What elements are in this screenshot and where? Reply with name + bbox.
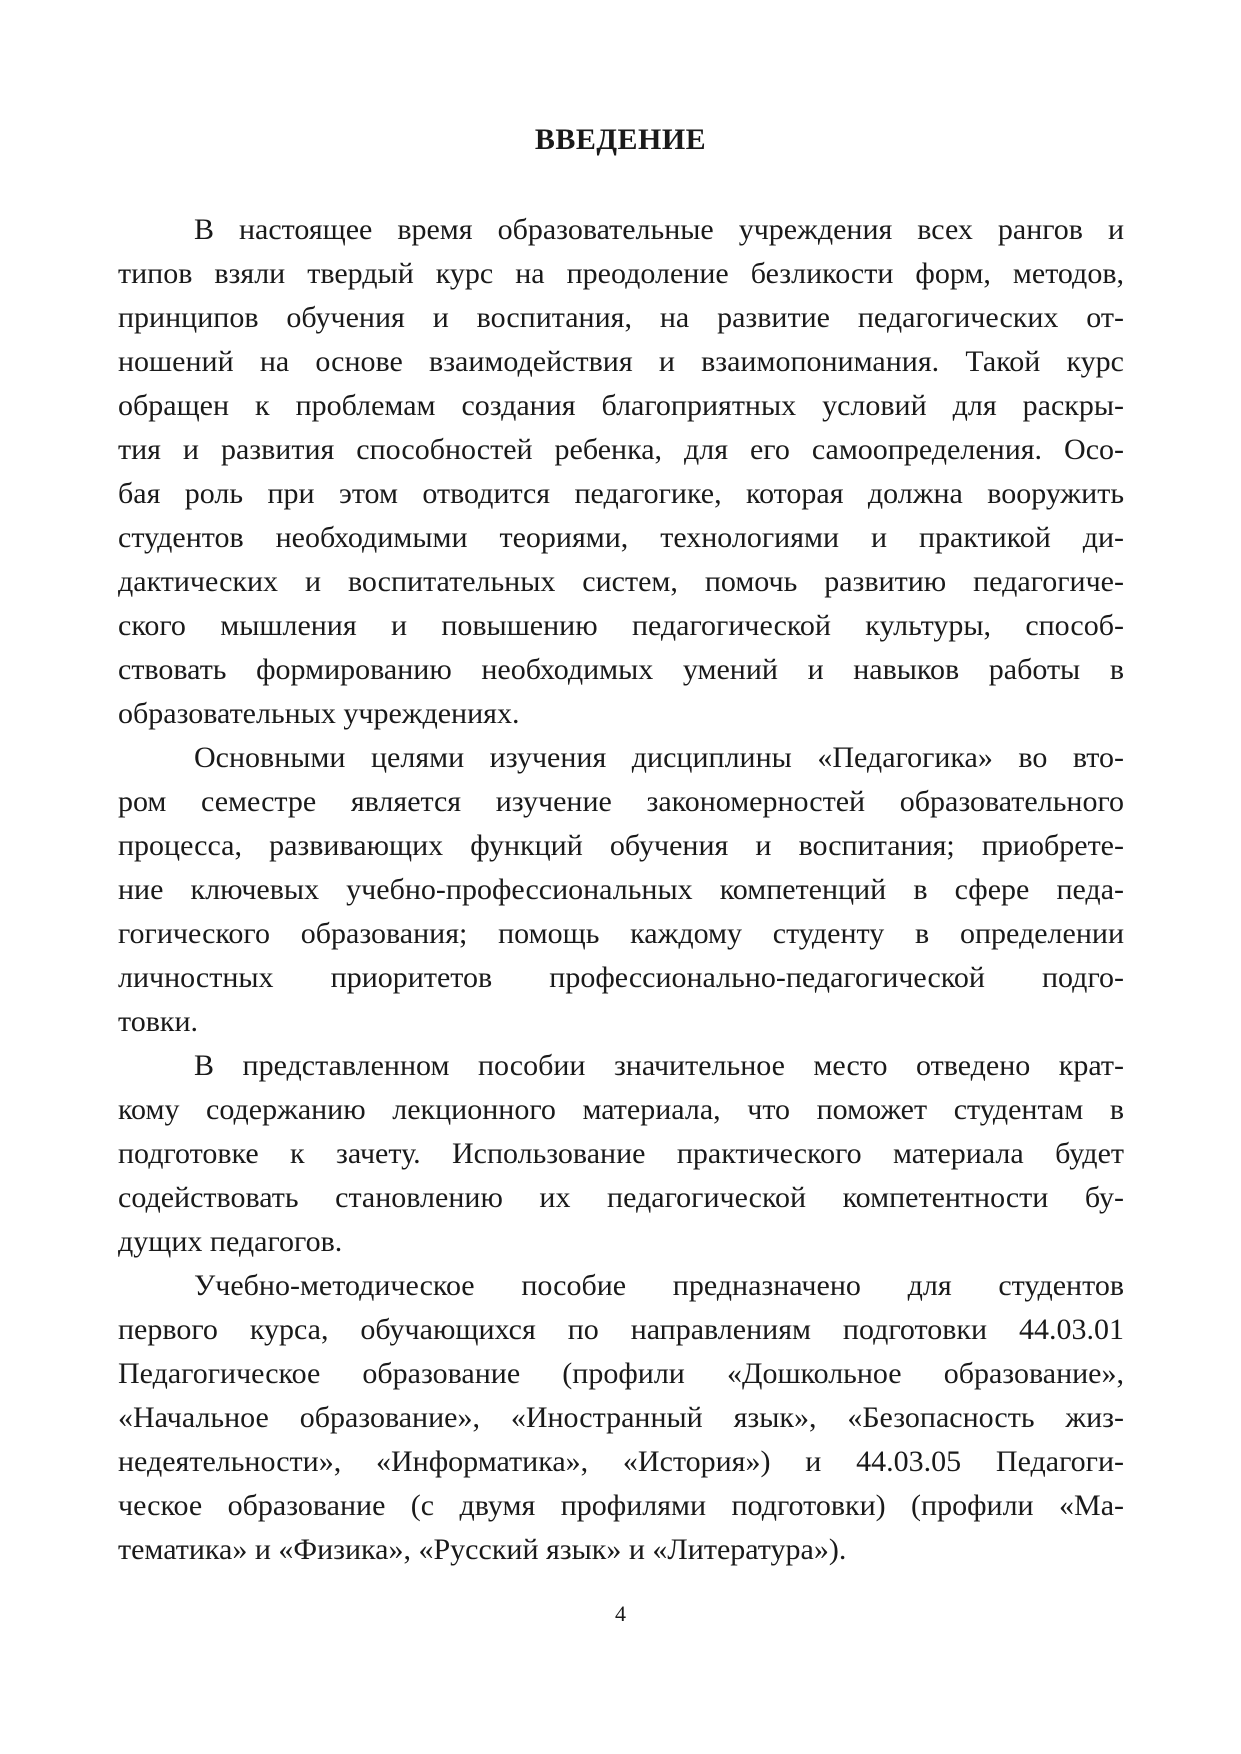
- text-line: типов взяли твердый курс на преодоление безликости форм, методов,: [118, 257, 1124, 290]
- text-line: бая роль при этом отводится педагогике, которая должна вооружить: [118, 477, 1124, 510]
- text-line: подготовке к зачету. Использование практического материала будет: [118, 1137, 1124, 1170]
- text-line: «Начальное образование», «Иностранный язык», «Безопасность жиз-: [118, 1401, 1124, 1434]
- text-line: товки.: [118, 1005, 199, 1038]
- text-line: В настоящее время образовательные учреждения всех рангов и: [194, 213, 1124, 246]
- text-line: ческое образование (с двумя профилями подготовки) (профили «Ма-: [118, 1489, 1124, 1522]
- text-line: студентов необходимыми теориями, технологиями и практикой ди-: [118, 521, 1124, 554]
- text-line: тематика» и «Физика», «Русский язык» и «Литература»).: [118, 1533, 847, 1566]
- text-line: дактических и воспитательных систем, помочь развитию педагогиче-: [118, 565, 1124, 598]
- paragraph-4: [118, 1264, 1124, 1572]
- text-line: обращен к проблемам создания благоприятных условий для раскры-: [118, 389, 1124, 422]
- text-line: ром семестре является изучение закономерностей образовательного: [118, 785, 1124, 818]
- text-line: ского мышления и повышению педагогической культуры, способ-: [118, 609, 1124, 642]
- text-line: принципов обучения и воспитания, на развитие педагогических от-: [118, 301, 1124, 334]
- paragraph-2: [118, 736, 1124, 1044]
- text-line: ношений на основе взаимодействия и взаимопонимания. Такой курс: [118, 345, 1124, 378]
- text-line: дущих педагогов.: [118, 1225, 343, 1258]
- text-line: гогического образования; помощь каждому студенту в определении: [118, 917, 1124, 950]
- text-line: ние ключевых учебно-профессиональных компетенций в сфере педа-: [118, 873, 1124, 906]
- text-line: ствовать формированию необходимых умений и навыков работы в: [118, 653, 1124, 686]
- page-title: ВВЕДЕНИЕ: [534, 123, 707, 156]
- text-line: личностных приоритетов профессионально-педагогической подго-: [118, 961, 1124, 994]
- text-line: первого курса, обучающихся по направлениям подготовки 44.03.01: [118, 1313, 1124, 1346]
- text-line: Педагогическое образование (профили «Дошкольное образование»,: [118, 1357, 1124, 1390]
- text-line: образовательных учреждениях.: [118, 697, 520, 730]
- text-line: содействовать становлению их педагогической компетентности бу-: [118, 1181, 1124, 1214]
- text-line: тия и развития способностей ребенка, для его самоопределения. Осо-: [118, 433, 1124, 466]
- text-line: недеятельности», «Информатика», «История») и 44.03.05 Педагоги-: [118, 1445, 1124, 1478]
- text-line: процесса, развивающих функций обучения и воспитания; приобрете-: [118, 829, 1124, 862]
- paragraph-3: [118, 1044, 1124, 1264]
- paragraph-1: [118, 208, 1124, 736]
- text-line: кому содержанию лекционного материала, что поможет студентам в: [118, 1093, 1124, 1126]
- page-number: 4: [615, 1601, 626, 1626]
- text-line: Учебно-методическое пособие предназначено для студентов: [194, 1269, 1124, 1302]
- text-line: В представленном пособии значительное место отведено крат-: [194, 1049, 1124, 1082]
- text-line: Основными целями изучения дисциплины «Педагогика» во вто-: [194, 741, 1124, 774]
- body-text: [118, 208, 1124, 1572]
